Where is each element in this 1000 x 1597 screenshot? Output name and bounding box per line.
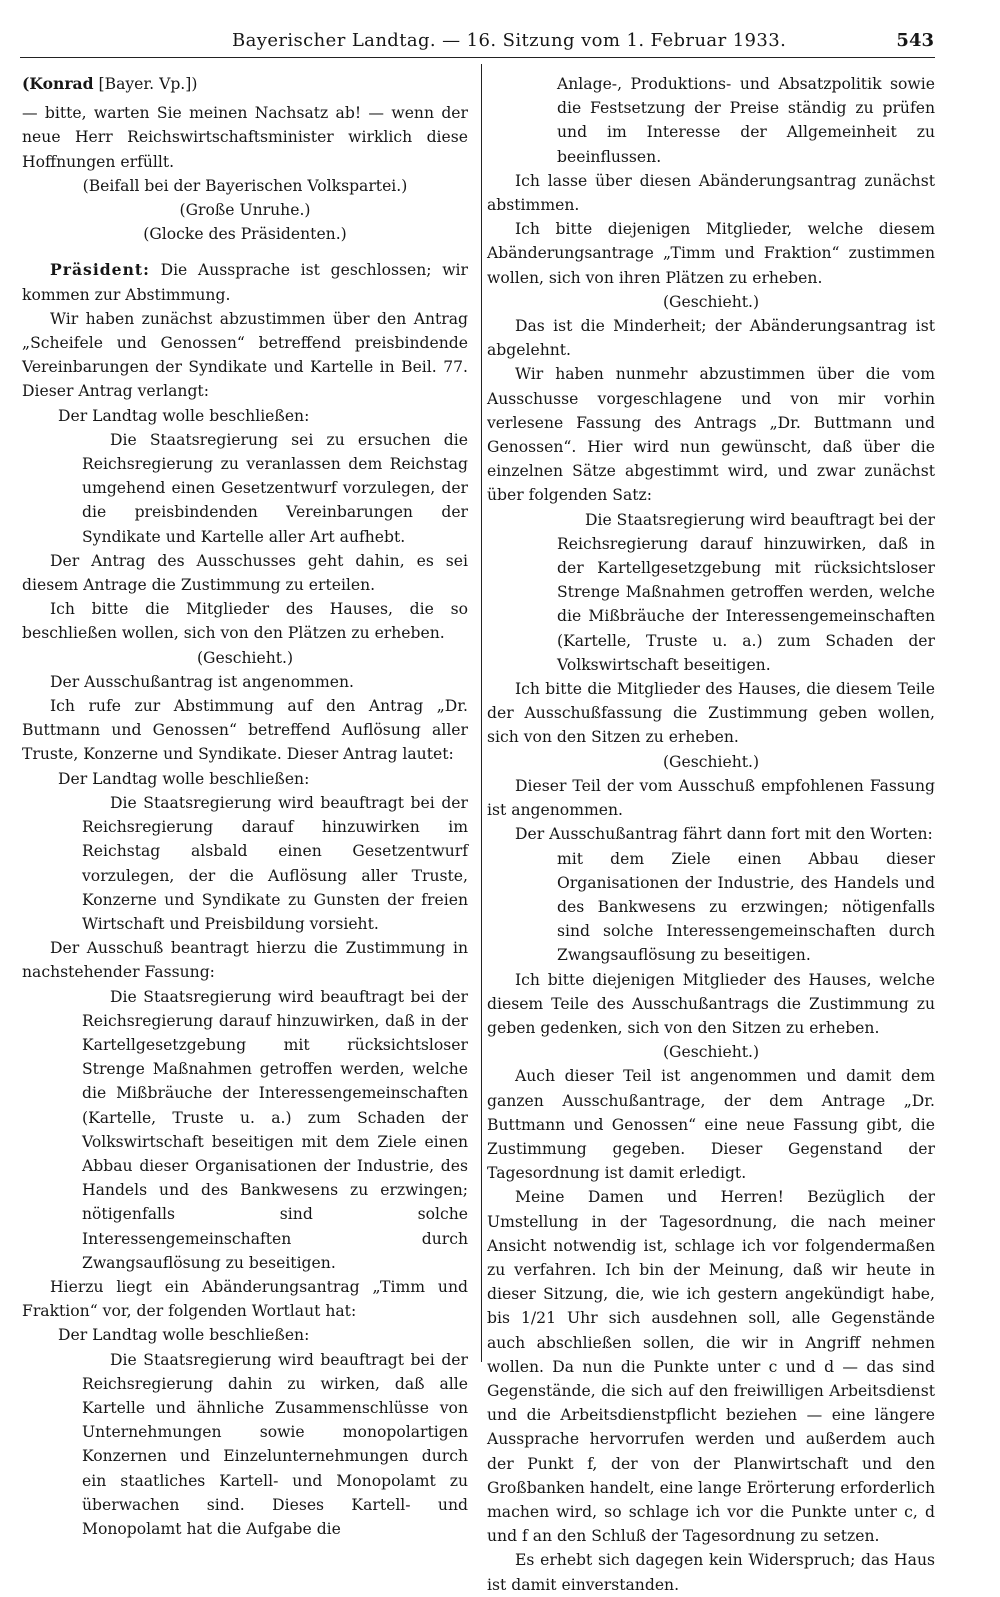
quote-text: Die Staatsregierung wird beauftragt bei der Reichsregierung darauf hinzuwirken, daß in der Kartellgesetzgebung mit rücksichtsloser Strenge Maßnahmen getroffen werden, welche die Mißbräuche der Interessengemeinschaften (Kartelle, Truste u. a.) zum Schaden der Volkswirtschaft beseitigen. — [557, 510, 935, 674]
paragraph: Es erhebt sich dagegen kein Widerspruch; das Haus ist damit einverstanden. — [487, 1551, 935, 1594]
quote-text: mit dem Ziele einen Abbau dieser Organisationen der Industrie, des Handels und des Bankwesens zu erzwingen; nötigenfalls sind solche Interessengemeinschaften durch Zwangsauflösung zu beseitigen. — [557, 849, 935, 965]
paragraph: Der Ausschuß beantragt hierzu die Zustimmung in nachstehender Fassung: — [22, 939, 468, 982]
paragraph: Ich lasse über diesen Abänderungsantrag zunächst abstimmen. — [487, 171, 935, 215]
speaker-line — [22, 72, 468, 96]
header-title: Bayerischer Landtag. — 16. Sitzung vom 1. Februar 1933. — [232, 30, 787, 51]
quote-text: Die Staatsregierung sei zu ersuchen die Reichsregierung zu veranlassen dem Reichstag umgehend einen Gesetzentwurf vorzulegen, der die preisbindenden Vereinbarungen der Syndikate und Kartelle aller Art aufhebt. — [82, 430, 468, 546]
right-column — [487, 72, 935, 1597]
paragraph: Der Ausschußantrag ist angenommen. — [50, 672, 354, 691]
reaction: (Geschieht.) — [662, 752, 760, 771]
paragraph: Ich bitte die Mitglieder des Hauses, die so beschließen wollen, sich von den Plätzen zu erheben. — [22, 600, 468, 643]
paragraph: Hierzu liegt ein Abänderungsantrag „Timm und Fraktion“ vor, der folgenden Wortlaut hat: — [22, 1277, 468, 1321]
president-label: Präsident: — [50, 260, 150, 280]
paragraph: Ich bitte diejenigen Mitglieder, welche diesem Abänderungsantrage „Timm und Fraktion“ zustimmen wollen, sich von ihren Plätzen zu erheben. — [487, 220, 935, 287]
quote-text: Die Staatsregierung wird beauftragt bei der Reichsregierung darauf hinzuwirken, daß in der Kartellgesetzgebung mit rücksichtsloser Strenge Maßnahmen getroffen werden, welche die Mißbräuche der Interessengemeinschaften (Kartelle, Truste u. a.) zum Schaden der Volkswirtschaft beseitigen mit dem Ziele einen Abbau dieser Organisationen der Industrie, des Handels und des Bankwesens zu erzwingen; nötigenfalls sind solche Interessengemeinschaften durch Zwangsauflösung zu beseitigen. — [82, 987, 468, 1272]
reaction: (Geschieht.) — [662, 1043, 760, 1062]
quote-intro: Der Landtag wolle beschließen: — [58, 1326, 310, 1345]
quote-continuation: Anlage-, Produktions- und Absatzpolitik sowie die Festsetzung der Preise ständig zu prüfen und im Interesse der Allgemeinheit zu beeinflussen. — [557, 75, 935, 166]
header-rule — [20, 57, 935, 58]
paragraph: Der Antrag des Ausschusses geht dahin, es sei diesem Antrage die Zustimmung zu erteilen. — [22, 551, 468, 595]
paragraph: Der Ausschußantrag fährt dann fort mit den Worten: — [515, 825, 933, 844]
paragraph: — bitte, warten Sie meinen Nachsatz ab! — wenn der neue Herr Reichswirtschaftsminister wirklich diese Hoffnungen erfüllt. — [22, 104, 468, 171]
left-column — [22, 72, 468, 1541]
column-divider — [481, 64, 482, 1362]
paragraph: Wir haben nunmehr abzustimmen über die vom Ausschusse vorgeschlagene und von mir vorhin verlesene Fassung des Antrags „Dr. Buttmann und Genossen“. Hier wird nun gewünscht, daß über die einzelnen Sätze abgestimmt wird, und zwar zunächst über folgenden Satz: — [487, 365, 935, 505]
paragraph: Dieser Teil der vom Ausschuß empfohlenen Fassung ist angenommen. — [487, 776, 935, 820]
quote-text: Die Staatsregierung wird beauftragt bei der Reichsregierung dahin zu wirken, daß alle Kartelle und ähnliche Zusammenschlüsse von Unternehmungen sowie monopolartigen Konzernen und Einzelunternehmungen durch ein staatliches Kartell- und Monopolamt zu überwachen sind. Dieses Kartell- und Monopolamt hat die Aufgabe die — [82, 1350, 468, 1538]
running-header — [22, 30, 934, 56]
quote-intro: Der Landtag wolle beschließen: — [58, 769, 310, 788]
paragraph: Meine Damen und Herren! Bezüglich der Umstellung in der Tagesordnung, die nach meiner Ansicht notwendig ist, schlage ich vor folgendermaßen zu verfahren. Ich bin der Meinung, daß wir heute in dieser Sitzung, die, wie ich gestern angekündigt habe, bis 1/21 Uhr sich ausdehnen soll, alle Gegenstände auch abschließen sollen, die wir in Angriff nehmen wollen. Da nun die Punkte unter c und d — das sind Gegenstände, die sich auf den freiwilligen Arbeitsdienst und die Arbeitsdienstpflicht beziehen — eine längere Aussprache hervorrufen werden und außerdem auch der Punkt f, der von der Planwirtschaft und den Großbanken handelt, eine lange Erörterung erforderlich machen wird, so schlage ich vor die Punkte unter c, d und f an den Schluß der Tagesordnung zu setzen. — [487, 1188, 935, 1546]
paragraph: Wir haben zunächst abzustimmen über den Antrag „Scheifele und Genossen“ betreffend preisbindende Vereinbarungen der Syndikate und Kartelle in Beil. 77. Dieser Antrag verlangt: — [22, 309, 468, 401]
reaction: (Glocke des Präsidenten.) — [143, 225, 347, 244]
president-text: Die Aussprache ist geschlossen; wir kommen zur Abstimmung. — [22, 261, 468, 304]
paragraph: Das ist die Minderheit; der Abänderungsantrag ist abgelehnt. — [487, 317, 935, 360]
reaction: (Geschieht.) — [196, 648, 294, 667]
speaker-party: [Bayer. Vp.]) — [98, 75, 198, 93]
speaker-name: (Konrad — [22, 74, 94, 93]
paragraph: Ich rufe zur Abstimmung auf den Antrag „Dr. Buttmann und Genossen“ betreffend Auflösung aller Truste, Konzerne und Syndikate. Dieser Antrag lautet: — [22, 697, 468, 764]
reaction: (Große Unruhe.) — [179, 201, 311, 220]
quote-intro: Der Landtag wolle beschließen: — [58, 406, 310, 425]
reaction: (Geschieht.) — [662, 292, 760, 311]
quote-text: Die Staatsregierung wird beauftragt bei der Reichsregierung darauf hinzuwirken im Reichstag alsbald einen Gesetzentwurf vorzulegen, der die Auflösung aller Truste, Konzerne und Syndikate zu Gunsten der freien Wirtschaft und Preisbildung vorsieht. — [82, 793, 468, 933]
reaction: (Beifall bei der Bayerischen Volkspartei.) — [82, 176, 408, 195]
paragraph: Auch dieser Teil ist angenommen und damit dem ganzen Ausschußantrage, der dem Antrage „Dr. Buttmann und Genossen“ eine neue Fassung gibt, die Zustimmung gegeben. Dieser Gegenstand der Tagesordnung ist damit erledigt. — [487, 1067, 935, 1183]
president-paragraph — [22, 258, 468, 306]
page-number: 543 — [896, 30, 934, 51]
paragraph: Ich bitte diejenigen Mitglieder des Hauses, welche diesem Teile des Ausschußantrags die Zustimmung zu geben gedenken, sich von den Sitzen zu erheben. — [487, 970, 935, 1037]
paragraph: Ich bitte die Mitglieder des Hauses, die diesem Teile der Ausschußfassung die Zustimmung geben wollen, sich von den Sitzen zu erheben. — [487, 680, 935, 747]
